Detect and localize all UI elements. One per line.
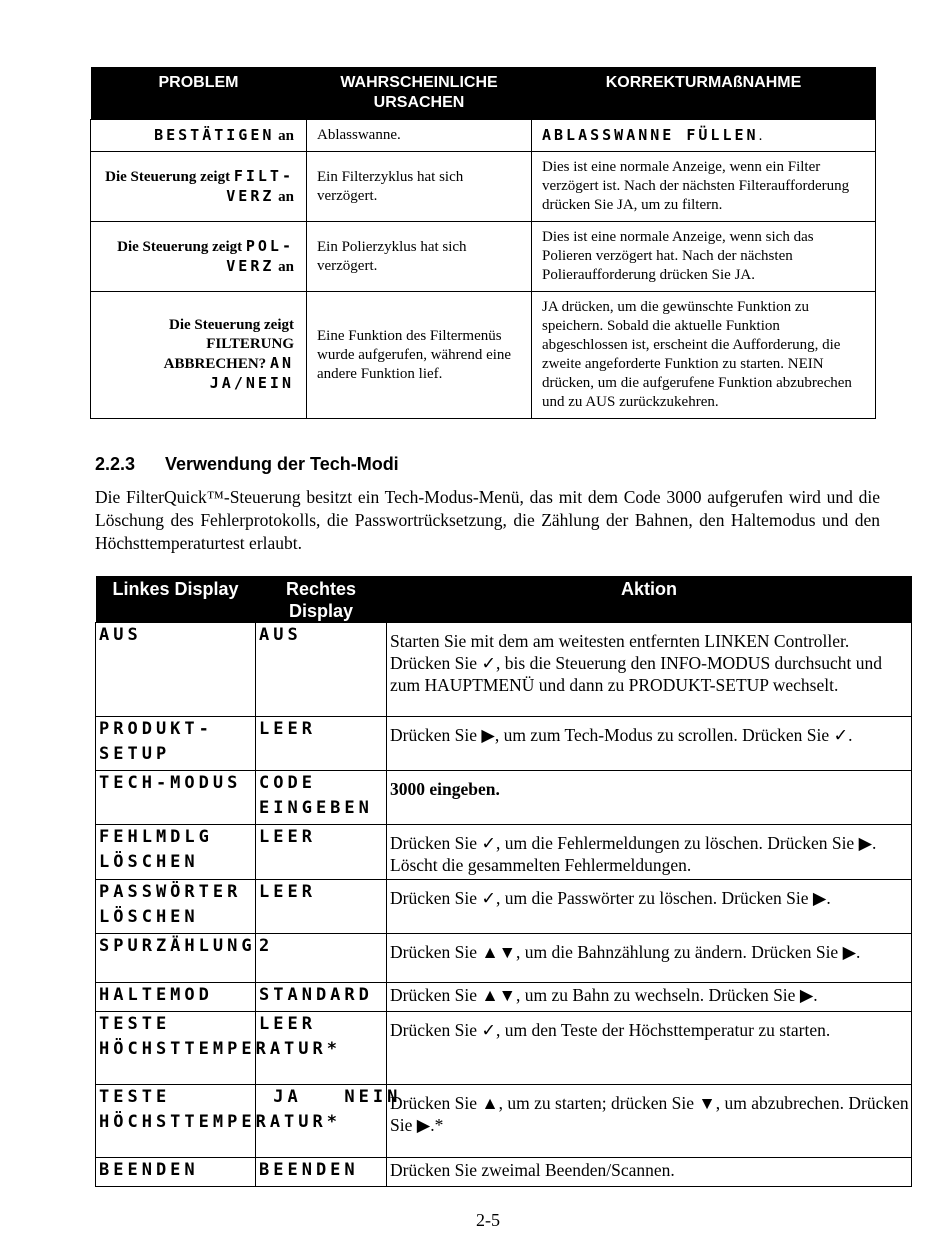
cause-cell: Ein Polierzyklus hat sich verzögert. bbox=[307, 222, 532, 292]
header-causes: WAHRSCHEINLICHE URSACHEN bbox=[307, 67, 532, 120]
left-display-cell: SPURZÄHLUNG bbox=[96, 934, 256, 983]
table-row bbox=[96, 1158, 912, 1187]
right-display-cell: BEENDEN bbox=[256, 1158, 387, 1187]
problem-text: Die Steuerung zeigt FILTERUNG ABBRECHEN? bbox=[163, 317, 294, 372]
header-correction: KORREKTURMAßNAHME bbox=[532, 67, 876, 120]
correction-cell bbox=[532, 120, 876, 152]
right-display-cell: CODE EINGEBEN bbox=[256, 771, 387, 825]
cause-cell: Eine Funktion des Filtermenüs wurde aufgerufen, während eine andere Funktion lief. bbox=[307, 292, 532, 419]
table-row bbox=[91, 152, 876, 222]
table-row bbox=[96, 934, 912, 983]
problem-lcd-text: BESTÄTIGEN bbox=[154, 125, 275, 144]
table-row bbox=[96, 717, 912, 771]
problem-cell bbox=[91, 292, 307, 419]
action-cell: Drücken Sie ▶, um zum Tech-Modus zu scrollen. Drücken Sie ✓. bbox=[387, 717, 912, 771]
left-display-cell: PASSWÖRTER LÖSCHEN bbox=[96, 880, 256, 934]
tech-mode-table bbox=[95, 576, 912, 1187]
section-title: Verwendung der Tech-Modi bbox=[165, 454, 399, 474]
tech-mode-header-row bbox=[96, 576, 912, 623]
troubleshooting-table bbox=[90, 67, 876, 419]
section-number: 2.2.3 bbox=[95, 454, 136, 474]
right-display-cell: LEER bbox=[256, 880, 387, 934]
problem-cell bbox=[91, 120, 307, 152]
table-row bbox=[96, 1012, 912, 1085]
cause-cell: Ein Filterzyklus hat sich verzögert. bbox=[307, 152, 532, 222]
correction-lcd-text: ABLASSWANNE FÜLLEN bbox=[542, 125, 759, 144]
table-row bbox=[91, 292, 876, 419]
left-display-cell: TESTE HÖCHSTTEMPERATUR* bbox=[96, 1085, 256, 1158]
right-display-cell: LEER bbox=[256, 717, 387, 771]
header-left-display: Linkes Display bbox=[96, 576, 256, 623]
left-display-cell: TECH-MODUS bbox=[96, 771, 256, 825]
problem-lcd-text: FILT-VERZ bbox=[226, 166, 294, 205]
right-display-cell: LEER bbox=[256, 1012, 387, 1085]
problem-cell bbox=[91, 152, 307, 222]
header-action: Aktion bbox=[387, 576, 912, 623]
table-row bbox=[96, 771, 912, 825]
right-display-cell: 2 bbox=[256, 934, 387, 983]
problem-suffix: an bbox=[274, 127, 294, 144]
action-cell: Drücken Sie ✓, um den Teste der Höchsttemperatur zu starten. bbox=[387, 1012, 912, 1085]
action-cell: Drücken Sie zweimal Beenden/Scannen. bbox=[387, 1158, 912, 1187]
left-display-cell: FEHLMDLG LÖSCHEN bbox=[96, 825, 256, 880]
cause-cell: Ablasswanne. bbox=[307, 120, 532, 152]
page-number: 2-5 bbox=[476, 1210, 500, 1230]
left-display-cell: TESTE HÖCHSTTEMPERATUR* bbox=[96, 1012, 256, 1085]
correction-cell: JA drücken, um die gewünschte Funktion zu speichern. Sobald die aktuelle Funktion abgeschlossen ist, erscheint die Aufforderung, die zweite angeforderte Funktion zu starten. NEIN drücken, um die aufgerufene Funktion abzubrechen und zu AUS zurückzukehren. bbox=[532, 292, 876, 419]
table-row bbox=[96, 825, 912, 880]
action-cell: Starten Sie mit dem am weitesten entfernten LINKEN Controller. Drücken Sie ✓, bis die Steuerung den INFO-MODUS durchsucht und zum HAUPTMENÜ und dann zu PRODUKT-SETUP wechselt. bbox=[387, 623, 912, 717]
problem-suffix: an bbox=[274, 258, 294, 275]
header-right-display: Rechtes Display bbox=[256, 576, 387, 623]
left-display-cell: HALTEMOD bbox=[96, 983, 256, 1012]
table-row bbox=[96, 880, 912, 934]
action-cell: Drücken Sie ▲▼, um die Bahnzählung zu ändern. Drücken Sie ▶. bbox=[387, 934, 912, 983]
troubleshooting-header-row bbox=[91, 67, 876, 120]
correction-cell: Dies ist eine normale Anzeige, wenn sich das Polieren verzögert hat. Nach der nächsten Polieraufforderung drücken Sie JA. bbox=[532, 222, 876, 292]
action-cell: Drücken Sie ▲▼, um zu Bahn zu wechseln. Drücken Sie ▶. bbox=[387, 983, 912, 1012]
left-display-cell: BEENDEN bbox=[96, 1158, 256, 1187]
problem-text: Die Steuerung zeigt bbox=[105, 168, 234, 185]
right-display-cell: AUS bbox=[256, 623, 387, 717]
header-problem: PROBLEM bbox=[91, 67, 307, 120]
correction-suffix: . bbox=[758, 127, 763, 144]
table-row bbox=[96, 623, 912, 717]
problem-lcd-text: POL-VERZ bbox=[226, 236, 294, 275]
action-cell: Drücken Sie ✓, um die Fehlermeldungen zu löschen. Drücken Sie ▶. Löscht die gesammelten Fehlermeldungen. bbox=[387, 825, 912, 880]
section-paragraph: Die FilterQuick™-Steuerung besitzt ein Tech-Modus-Menü, das mit dem Code 3000 aufgerufen wird und die Löschung des Fehlerprotokolls, die Passwortrücksetzung, die Zählung der Bahnen, den Haltemodus und den Höchsttemperaturtest erlaubt. bbox=[95, 487, 880, 553]
table-row bbox=[91, 120, 876, 152]
table-row bbox=[91, 222, 876, 292]
section-heading bbox=[95, 454, 399, 475]
correction-cell: Dies ist eine normale Anzeige, wenn ein Filter verzögert ist. Nach der nächsten Filteraufforderung drücken Sie JA, um zu filtern. bbox=[532, 152, 876, 222]
problem-lcd-text: AN JA/NEIN bbox=[209, 354, 294, 392]
right-display-cell: JA NEIN bbox=[256, 1085, 387, 1158]
problem-cell bbox=[91, 222, 307, 292]
action-cell: Drücken Sie ▲, um zu starten; drücken Sie ▼, um abzubrechen. Drücken Sie ▶.* bbox=[387, 1085, 912, 1158]
right-display-cell: STANDARD bbox=[256, 983, 387, 1012]
action-cell: 3000 eingeben. bbox=[387, 771, 912, 825]
problem-text: Die Steuerung zeigt bbox=[117, 238, 246, 255]
problem-suffix: an bbox=[274, 188, 294, 205]
table-row bbox=[96, 983, 912, 1012]
right-display-cell: LEER bbox=[256, 825, 387, 880]
left-display-cell: AUS bbox=[96, 623, 256, 717]
left-display-cell: PRODUKT-SETUP bbox=[96, 717, 256, 771]
table-row bbox=[96, 1085, 912, 1158]
action-cell: Drücken Sie ✓, um die Passwörter zu löschen. Drücken Sie ▶. bbox=[387, 880, 912, 934]
